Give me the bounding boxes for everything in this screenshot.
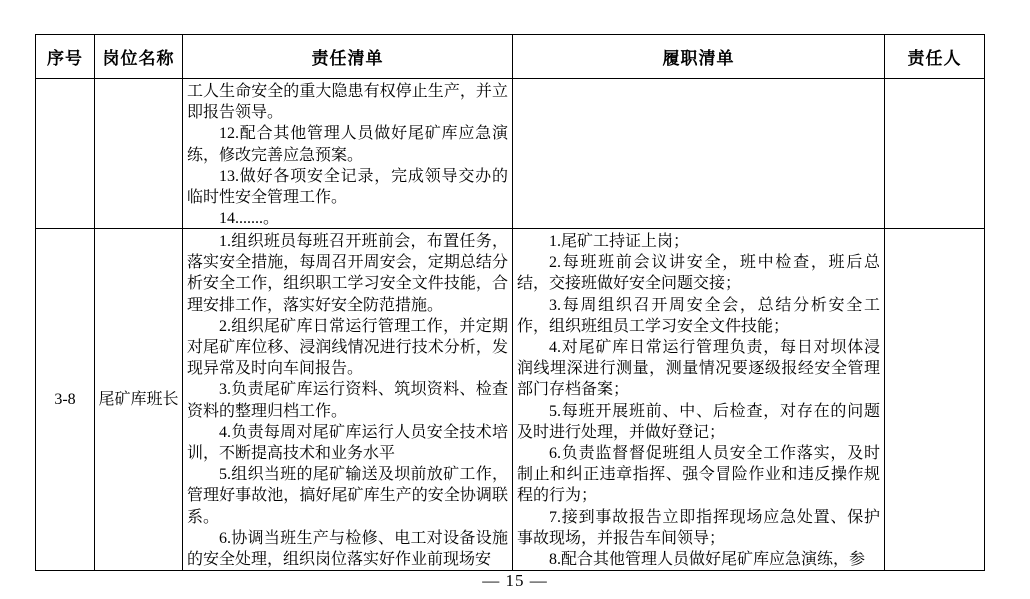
paragraph: 6.负责监督督促班组人员安全工作落实，及时制止和纠正违章指挥、强令冒险作业和违反操作规程的行为；	[517, 445, 880, 505]
table-row-3-8	[36, 229, 985, 571]
paragraph: 1.尾矿工持证上岗；	[549, 233, 690, 250]
header-responsible-person: 责任人	[885, 35, 985, 79]
paragraph: 6.协调当班生产与检修、电工对设备设施的安全处理，组织岗位落实好作业前现场安	[187, 529, 508, 569]
paragraph: 3.负责尾矿库运行资料、筑坝资料、检查资料的整理归档工作。	[187, 381, 508, 420]
paragraph: 4.负责每周对尾矿库运行人员安全技术培训，不断提高技术和业务水平	[187, 423, 508, 463]
page-number: — 15 —	[482, 571, 548, 590]
responsibility-paragraphs	[183, 79, 512, 227]
paragraph: 2.组织尾矿库日常运行管理工作，并定期对尾矿库位移、浸润线情况进行技术分析，发现异常及时向车间报告。	[187, 317, 508, 378]
cell-duty-list	[513, 229, 885, 571]
cell-responsibility-list	[183, 229, 513, 571]
paragraph: 工人生命安全的重大隐患有权停止生产，并立即报告领导。	[187, 83, 508, 122]
duty-paragraphs	[513, 229, 884, 569]
paragraph: 12.配合其他管理人员做好尾矿库应急演练，修改完善应急预案。	[187, 125, 508, 164]
responsibility-paragraphs	[183, 229, 512, 569]
cell-responsible-person	[885, 229, 985, 571]
table-header-row	[36, 35, 985, 79]
cell-serial	[36, 79, 95, 229]
paragraph: 5.组织当班的尾矿输送及坝前放矿工作，管理好事故池，搞好尾矿库生产的安全协调联系。	[187, 466, 508, 526]
header-position-name: 岗位名称	[95, 35, 183, 79]
paragraph: 14.......。	[219, 210, 280, 227]
cell-duty-list	[513, 79, 885, 229]
duty-paragraphs	[513, 79, 884, 227]
header-duty-list: 履职清单	[513, 35, 885, 79]
header-responsibility-list: 责任清单	[183, 35, 513, 79]
paragraph: 8.配合其他管理人员做好尾矿库应急演练，参	[549, 551, 866, 569]
table-row-continuation	[36, 79, 985, 229]
paragraph: 7.接到事故报告立即指挥现场应急处置、保护事故现场，并报告车间领导；	[517, 508, 880, 547]
header-serial-number: 序号	[36, 35, 95, 79]
paragraph: 4.对尾矿库日常运行管理负责，每日对坝体浸润线埋深进行测量，测量情况要逐级报经安全管理部门存档备案；	[517, 339, 880, 399]
cell-responsibility-list	[183, 79, 513, 229]
paragraph: 1.组织班员每班召开班前会，布置任务，落实安全措施，每周召开周安会，定期总结分析安全工作，组织职工学习安全文件技能，合理安排工作，落实好安全防范措施。	[187, 233, 508, 314]
responsibility-table	[35, 34, 985, 571]
cell-position: 尾矿库班长	[95, 229, 183, 571]
paragraph: 13.做好各项安全记录，完成领导交办的临时性安全管理工作。	[187, 167, 508, 207]
paragraph: 3.每周组织召开周安全会，总结分析安全工作，组织班组员工学习安全文件技能；	[517, 296, 880, 335]
cell-responsible-person	[885, 79, 985, 229]
paragraph: 5.每班开展班前、中、后检查，对存在的问题及时进行处理，并做好登记；	[517, 402, 880, 441]
cell-serial: 3-8	[36, 229, 95, 571]
cell-position	[95, 79, 183, 229]
paragraph: 2.每班班前会议讲安全，班中检查，班后总结，交接班做好安全问题交接；	[517, 254, 880, 293]
